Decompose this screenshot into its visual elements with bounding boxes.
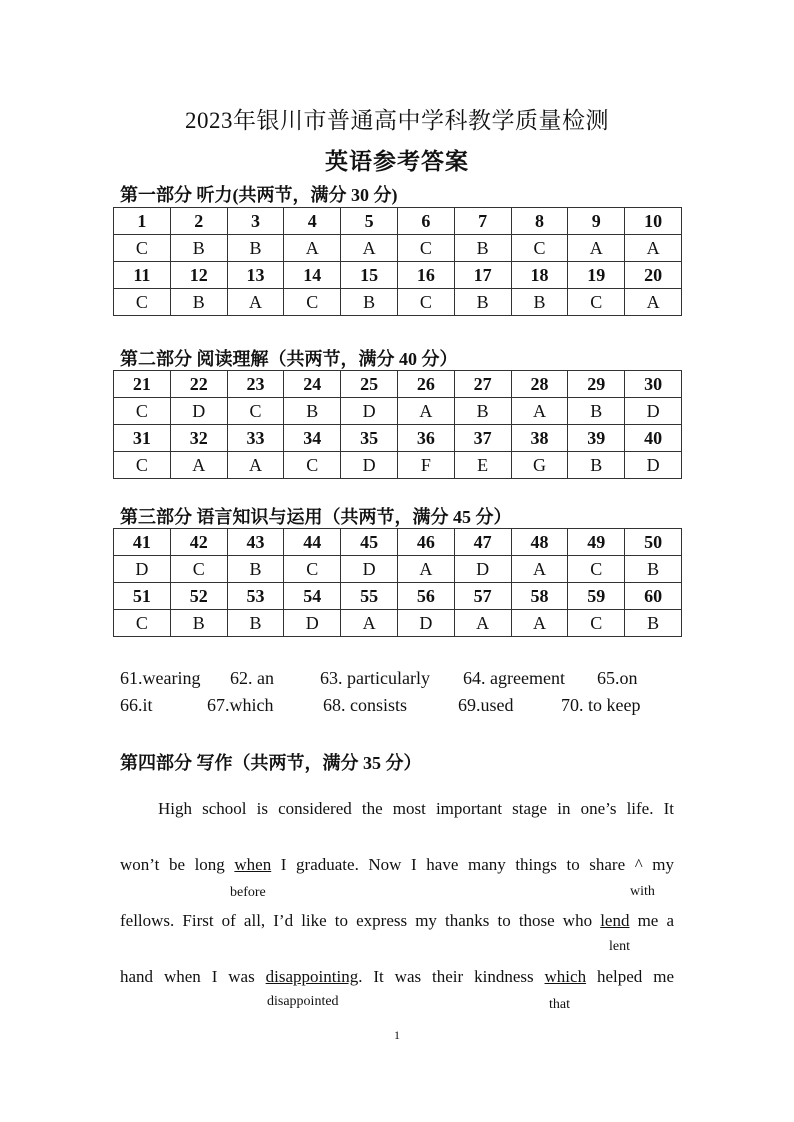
question-number-cell: 29 (568, 371, 625, 398)
question-number-cell: 38 (511, 425, 568, 452)
answer-cell: C (284, 556, 341, 583)
answer-cell: D (341, 452, 398, 479)
question-number-cell: 37 (454, 425, 511, 452)
question-number-cell: 34 (284, 425, 341, 452)
question-number-cell: 45 (341, 529, 398, 556)
question-number-cell: 40 (625, 425, 682, 452)
question-number-cell: 33 (227, 425, 284, 452)
answer-cell: B (227, 556, 284, 583)
question-number-cell: 36 (397, 425, 454, 452)
essay-text: helped me (586, 967, 674, 986)
question-number-cell: 21 (114, 371, 171, 398)
answer-cell: A (284, 235, 341, 262)
answer-cell: C (568, 556, 625, 583)
question-number-cell: 56 (397, 583, 454, 610)
essay-text: . It was their kindness (358, 967, 545, 986)
question-number-cell: 13 (227, 262, 284, 289)
question-number-cell: 10 (625, 208, 682, 235)
question-number-cell: 54 (284, 583, 341, 610)
answer-cell: A (511, 556, 568, 583)
answer-cell: C (114, 289, 171, 316)
question-number-cell: 9 (568, 208, 625, 235)
question-number-cell: 50 (625, 529, 682, 556)
question-number-row (114, 529, 682, 556)
part2-table-body (114, 371, 682, 479)
answer-cell: A (397, 398, 454, 425)
question-number-cell: 46 (397, 529, 454, 556)
question-number-cell: 4 (284, 208, 341, 235)
question-number-cell: 41 (114, 529, 171, 556)
answer-cell: C (114, 452, 171, 479)
question-number-cell: 53 (227, 583, 284, 610)
part4-heading: 第四部分 写作（共两节，满分 35 分） (120, 753, 422, 773)
answer-cell: B (511, 289, 568, 316)
question-number-cell: 57 (454, 583, 511, 610)
answer-cell: D (284, 610, 341, 637)
answer-cell: C (227, 398, 284, 425)
answer-cell: B (454, 398, 511, 425)
question-number-cell: 30 (625, 371, 682, 398)
blank-68: 68. consists (323, 695, 408, 715)
answer-cell: B (568, 398, 625, 425)
question-number-cell: 12 (170, 262, 227, 289)
question-number-cell: 2 (170, 208, 227, 235)
answer-cell: C (284, 452, 341, 479)
answer-cell: G (511, 452, 568, 479)
question-number-cell: 11 (114, 262, 171, 289)
question-number-cell: 18 (511, 262, 568, 289)
correction-with: with (630, 884, 655, 899)
error-word-disappointing: disappointing (265, 967, 359, 986)
answer-cell: C (397, 289, 454, 316)
question-number-cell: 19 (568, 262, 625, 289)
answer-cell: D (454, 556, 511, 583)
answer-cell: C (568, 610, 625, 637)
answer-cell: D (341, 398, 398, 425)
answer-cell: F (397, 452, 454, 479)
answer-row (114, 452, 682, 479)
question-number-cell: 49 (568, 529, 625, 556)
question-number-cell: 3 (227, 208, 284, 235)
blank-64: 64. agreement (463, 668, 565, 688)
question-number-row (114, 262, 682, 289)
question-number-cell: 15 (341, 262, 398, 289)
question-number-cell: 7 (454, 208, 511, 235)
answer-cell: B (454, 235, 511, 262)
answer-cell: B (625, 556, 682, 583)
answer-cell: C (170, 556, 227, 583)
question-number-cell: 22 (170, 371, 227, 398)
answer-cell: A (341, 235, 398, 262)
correction-lent: lent (609, 939, 630, 954)
question-number-cell: 32 (170, 425, 227, 452)
essay-line-4 (120, 967, 674, 987)
answer-cell: A (511, 398, 568, 425)
essay-line-1-text: High school is considered the most important stage in one’s life. It (158, 799, 674, 818)
question-number-cell: 27 (454, 371, 511, 398)
answer-cell: B (454, 289, 511, 316)
question-number-cell: 42 (170, 529, 227, 556)
answer-cell: B (341, 289, 398, 316)
question-number-row (114, 371, 682, 398)
blank-62: 62. an (230, 668, 274, 688)
essay-text: hand when I was (120, 967, 266, 986)
question-number-cell: 1 (114, 208, 171, 235)
question-number-cell: 8 (511, 208, 568, 235)
essay-text: I graduate. Now I have many things to share ^ my (271, 855, 675, 874)
question-number-cell: 55 (341, 583, 398, 610)
question-number-row (114, 208, 682, 235)
question-number-cell: 35 (341, 425, 398, 452)
question-number-cell: 39 (568, 425, 625, 452)
answer-cell: B (625, 610, 682, 637)
answer-cell: C (114, 610, 171, 637)
part1-heading: 第一部分 听力(共两节，满分 30 分) (120, 185, 398, 205)
answer-cell: D (625, 452, 682, 479)
question-number-cell: 14 (284, 262, 341, 289)
answer-cell: C (114, 235, 171, 262)
part3-answer-table (113, 528, 682, 637)
answer-row (114, 556, 682, 583)
question-number-cell: 28 (511, 371, 568, 398)
answer-cell: B (227, 610, 284, 637)
question-number-cell: 23 (227, 371, 284, 398)
page-title: 2023年银川市普通高中学科教学质量检测 (185, 108, 609, 133)
answer-row (114, 289, 682, 316)
error-word-which: which (544, 967, 587, 986)
part3-table-body (114, 529, 682, 637)
answer-row (114, 235, 682, 262)
question-number-row (114, 425, 682, 452)
part2-heading: 第二部分 阅读理解（共两节，满分 40 分） (120, 349, 458, 369)
question-number-cell: 51 (114, 583, 171, 610)
question-number-cell: 47 (454, 529, 511, 556)
answer-cell: D (625, 398, 682, 425)
answer-cell: D (170, 398, 227, 425)
question-number-cell: 24 (284, 371, 341, 398)
answer-cell: C (114, 398, 171, 425)
essay-text: fellows. First of all, I’d like to express my thanks to those who (120, 911, 601, 930)
question-number-cell: 58 (511, 583, 568, 610)
blank-69: 69.used (458, 695, 514, 715)
blank-67: 67.which (207, 695, 274, 715)
essay-line-2 (120, 855, 674, 875)
answer-cell: C (511, 235, 568, 262)
essay-line-1 (158, 799, 674, 819)
essay-text: me a (629, 911, 674, 930)
answer-cell: B (170, 610, 227, 637)
answer-cell: A (341, 610, 398, 637)
question-number-cell: 26 (397, 371, 454, 398)
part1-table-body (114, 208, 682, 316)
answer-cell: C (568, 289, 625, 316)
question-number-cell: 25 (341, 371, 398, 398)
page-subtitle: 英语参考答案 (325, 149, 469, 174)
answer-cell: C (284, 289, 341, 316)
question-number-cell: 59 (568, 583, 625, 610)
answer-cell: A (625, 289, 682, 316)
answer-cell: D (397, 610, 454, 637)
question-number-cell: 44 (284, 529, 341, 556)
answer-row (114, 610, 682, 637)
answer-cell: D (114, 556, 171, 583)
part3-heading: 第三部分 语言知识与运用（共两节，满分 45 分） (120, 507, 512, 527)
answer-cell: A (511, 610, 568, 637)
question-number-cell: 52 (170, 583, 227, 610)
answer-cell: A (170, 452, 227, 479)
answer-row (114, 398, 682, 425)
question-number-cell: 48 (511, 529, 568, 556)
part2-answer-table (113, 370, 682, 479)
answer-cell: A (625, 235, 682, 262)
answer-cell: A (227, 452, 284, 479)
part1-answer-table (113, 207, 682, 316)
question-number-cell: 16 (397, 262, 454, 289)
error-word-when: when (234, 855, 272, 874)
blank-65: 65.on (597, 668, 638, 688)
answer-cell: B (227, 235, 284, 262)
question-number-cell: 31 (114, 425, 171, 452)
question-number-cell: 43 (227, 529, 284, 556)
question-number-cell: 6 (397, 208, 454, 235)
correction-disappointed: disappointed (267, 994, 339, 1009)
question-number-row (114, 583, 682, 610)
answer-cell: D (341, 556, 398, 583)
answer-cell: A (454, 610, 511, 637)
blank-66: 66.it (120, 695, 153, 715)
question-number-cell: 5 (341, 208, 398, 235)
answer-cell: A (227, 289, 284, 316)
answer-cell: A (568, 235, 625, 262)
answer-cell: E (454, 452, 511, 479)
question-number-cell: 17 (454, 262, 511, 289)
answer-cell: B (170, 289, 227, 316)
question-number-cell: 60 (625, 583, 682, 610)
answer-cell: B (284, 398, 341, 425)
answer-cell: B (568, 452, 625, 479)
correction-that: that (549, 997, 570, 1012)
essay-text: won’t be long (120, 855, 235, 874)
answer-cell: B (170, 235, 227, 262)
correction-before: before (230, 885, 266, 900)
answer-cell: A (397, 556, 454, 583)
blank-70: 70. to keep (561, 695, 641, 715)
answer-cell: C (397, 235, 454, 262)
error-word-lend: lend (600, 911, 630, 930)
blank-61: 61.wearing (120, 668, 201, 688)
essay-line-3 (120, 911, 674, 931)
question-number-cell: 20 (625, 262, 682, 289)
page-number: 1 (394, 1028, 400, 1042)
blank-63: 63. particularly (320, 668, 430, 688)
